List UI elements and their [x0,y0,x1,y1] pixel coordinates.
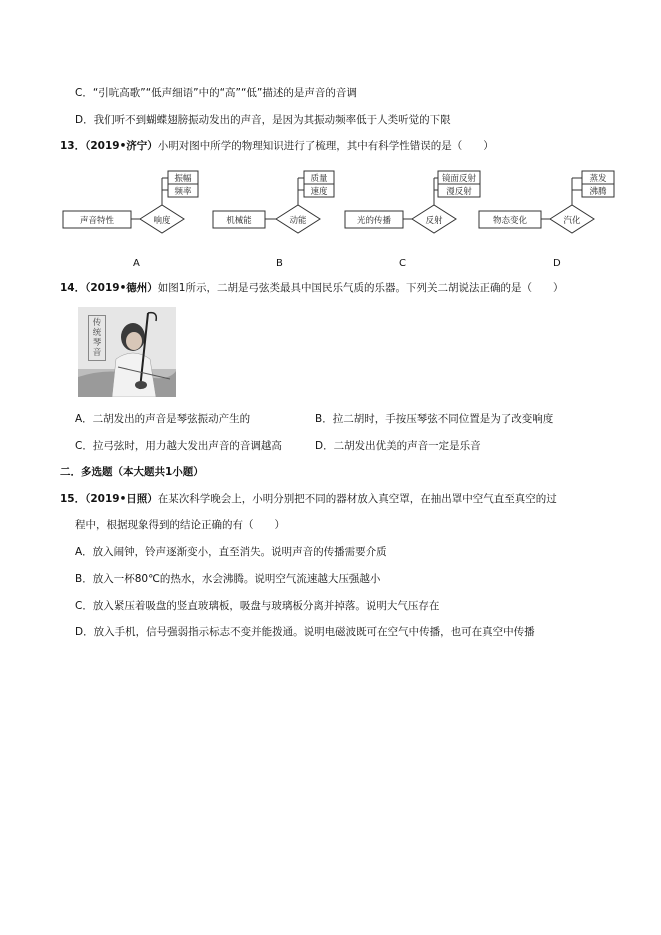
q13-source: 13．（2019•济宁） [60,140,158,152]
q14-source: 14．（2019•德州） [60,282,158,294]
section-heading: 二．多选题（本大题共1小题） [60,466,204,478]
q15-stem [60,492,557,506]
diagram-a [60,168,200,248]
q14-text: 如图1所示，二胡是弓弦类最具中国民乐气质的乐器。下列关二胡说法正确的是（ ） [157,282,564,294]
q15-text-2: 程中，根据现象得到的结论正确的有（ ） [75,519,285,531]
photo-sign: 传统琴音 [88,315,106,361]
diagram-b-diamond-text: 动能 [289,216,307,226]
diagram-d-box-text: 物态变化 [492,216,528,226]
diagram-a-label: A [133,258,140,269]
diagram-c-box-text: 光的传播 [356,216,392,226]
diagram-c-branch-2: 漫反射 [446,187,472,197]
q14-option-b: B．拉二胡时，手按压琴弦不同位置是为了改变响度 [315,413,554,425]
diagram-c-diamond-text: 反射 [425,216,443,226]
diagram-b-label: B [276,258,283,269]
q12-option-d: D．我们听不到蝴蝶翅膀振动发出的声音，是因为其振动频率低于人类听觉的下限 [75,114,451,126]
diagram-a-branch-2: 频率 [174,187,192,197]
q13-text: 小明对图中所学的物理知识进行了梳理，其中有科学性错误的是（ ） [157,140,494,152]
diagram-a-branch-1: 振幅 [174,174,192,184]
diagram-b-branch-2: 速度 [310,187,328,197]
diagram-a-box-text: 声音特性 [79,216,115,226]
diagram-d-diamond-text: 汽化 [563,216,581,226]
diagram-b-box-text: 机械能 [226,216,252,226]
diagram-d-label: D [553,258,561,269]
q14-option-c: C．拉弓弦时，用力越大发出声音的音调越高 [75,440,282,452]
q13-stem [60,139,494,153]
q15-source: 15．（2019•日照） [60,493,158,505]
diagram-b-branch-1: 质量 [310,174,328,184]
q15-option-c: C．放入紧压着吸盘的竖直玻璃板，吸盘与玻璃板分离并掉落。说明大气压存在 [75,600,440,612]
q14-stem [60,281,563,295]
diagram-c-label: C [399,258,406,269]
concept-diagrams [60,168,620,273]
q12-option-c: C．“引吭高歌”“低声细语”中的“高”“低”描述的是声音的音调 [75,87,357,99]
q15-option-a: A．放入闹钟，铃声逐渐变小，直至消失。说明声音的传播需要介质 [75,546,387,558]
diagram-d-branch-1: 蒸发 [589,174,607,184]
diagram-d-branch-2: 沸腾 [589,187,607,197]
diagram-d [476,168,618,248]
q15-text-1: 在某次科学晚会上，小明分别把不同的器材放入真空罩，在抽出罩中空气直至真空的过 [157,493,557,505]
q15-option-d: D．放入手机，信号强弱指示标志不变并能拨通。说明电磁波既可在空气中传播，也可在真空中传播 [75,626,535,638]
erhu-photo [78,307,176,397]
q14-option-a: A．二胡发出的声音是琴弦振动产生的 [75,413,251,425]
diagram-c [342,168,482,248]
diagram-b [210,168,340,248]
q14-option-d: D．二胡发出优美的声音一定是乐音 [315,440,481,452]
diagram-c-branch-1: 镜面反射 [441,174,477,184]
diagram-a-diamond-text: 响度 [153,216,171,226]
q15-option-b: B．放入一杯80℃的热水，水会沸腾。说明空气流速越大压强越小 [75,573,381,585]
